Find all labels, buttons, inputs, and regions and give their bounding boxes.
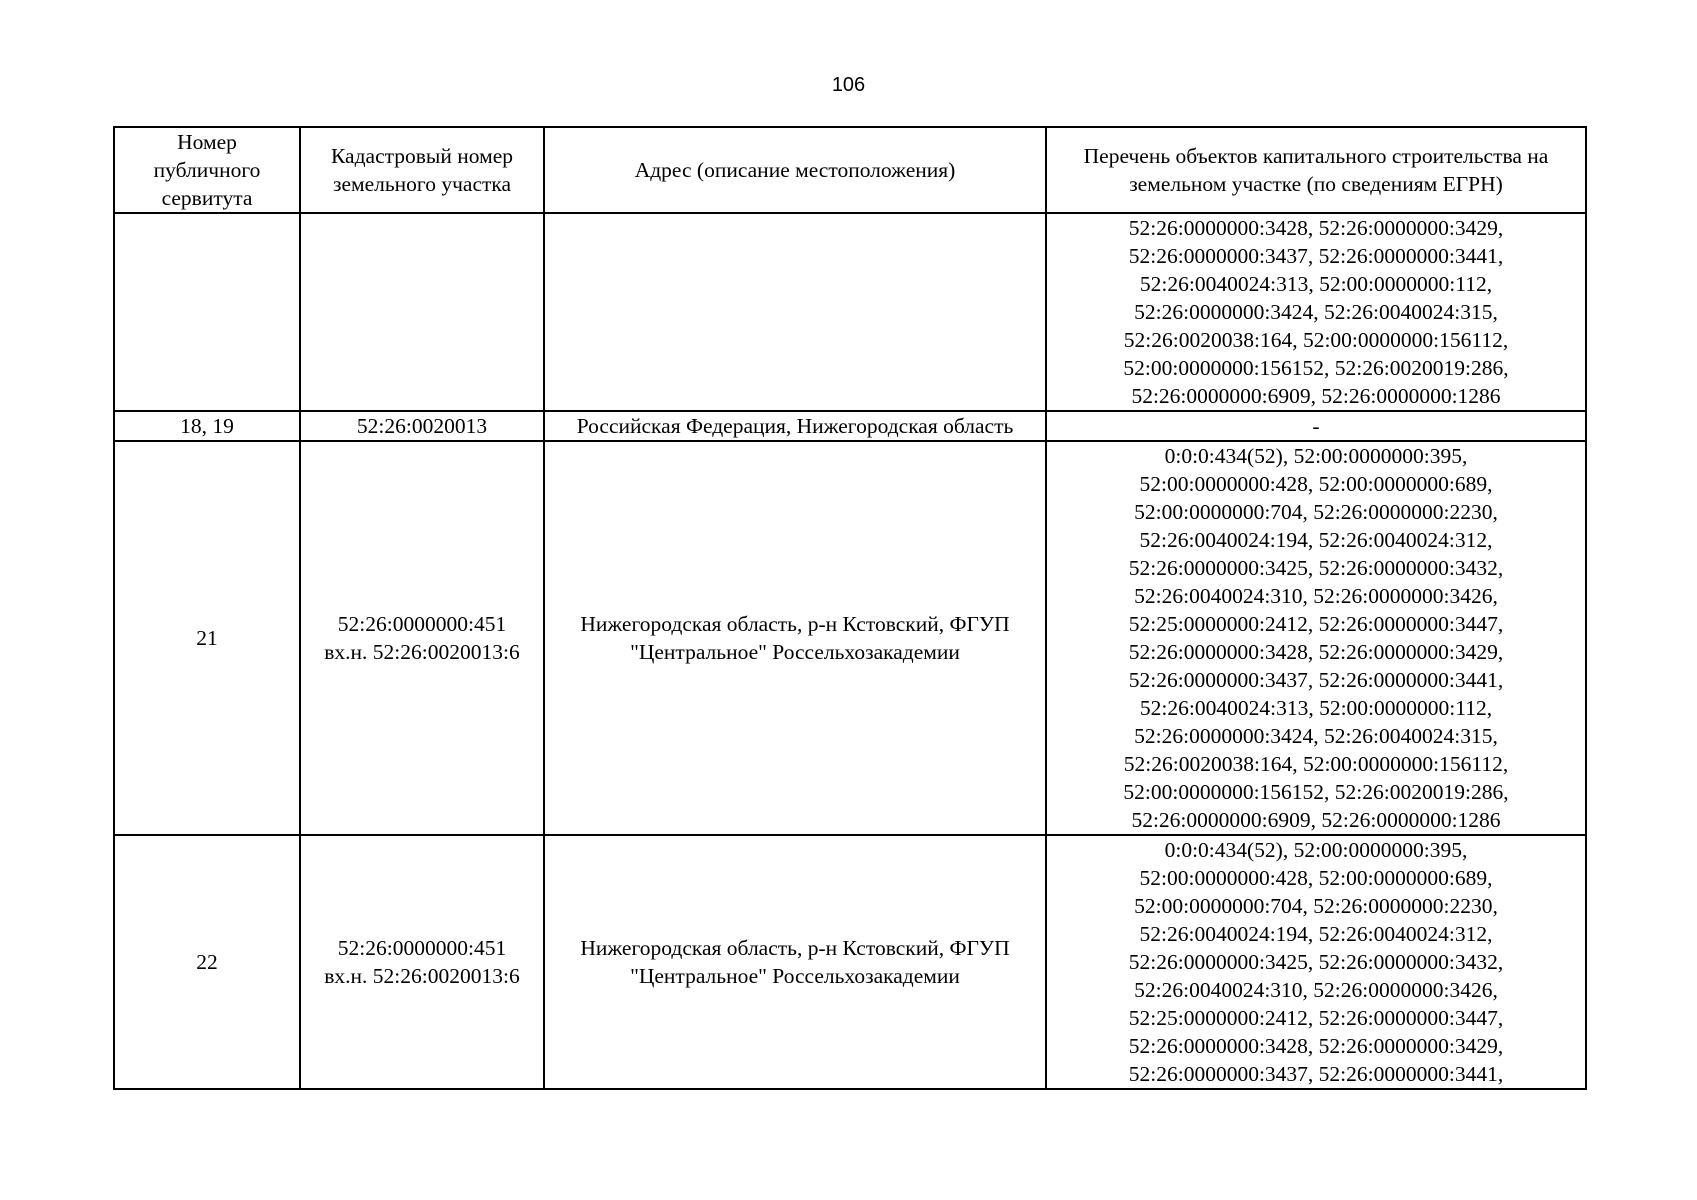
- cell-servitude-number: 21: [114, 441, 300, 835]
- cell-cadastral-number: 52:26:0020013: [300, 411, 544, 441]
- header-capital-objects: Перечень объектов капитального строительства на земельном участке (по сведениям ЕГРН): [1046, 127, 1586, 213]
- table-row: [114, 441, 1586, 835]
- cell-address: Нижегородская область, р-н Кстовский, ФГУП "Центральное" Россельхозакадемии: [544, 441, 1046, 835]
- table-row: [114, 213, 1586, 411]
- table-row: [114, 835, 1586, 1089]
- cell-cadastral-number: 52:26:0000000:451 вх.н. 52:26:0020013:6: [300, 441, 544, 835]
- cell-capital-objects: 0:0:0:434(52), 52:00:0000000:395, 52:00:0000000:428, 52:00:0000000:689, 52:00:0000000:704, 52:26:0000000:2230, 52:26:0040024:194, 52:26:0040024:312, 52:26:0000000:3425, 52:26:0000000:3432, 52:26:0040024:310, 52:26:0000000:3426, 52:25:0000000:2412, 52:26:0000000:3447, 52:26:0000000:3428, 52:26:0000000:3429, 52:26:0000000:3437, 52:26:0000000:3441,: [1046, 835, 1586, 1089]
- cell-servitude-number: [114, 213, 300, 411]
- cell-cadastral-number: [300, 213, 544, 411]
- table-row: [114, 411, 1586, 441]
- table-header-row: [114, 127, 1586, 213]
- page-number: 106: [831, 74, 866, 96]
- cell-capital-objects: -: [1046, 411, 1586, 441]
- cell-address: Российская Федерация, Нижегородская область: [544, 411, 1046, 441]
- cell-cadastral-number: 52:26:0000000:451 вх.н. 52:26:0020013:6: [300, 835, 544, 1089]
- cell-capital-objects: 0:0:0:434(52), 52:00:0000000:395, 52:00:0000000:428, 52:00:0000000:689, 52:00:0000000:704, 52:26:0000000:2230, 52:26:0040024:194, 52:26:0040024:312, 52:26:0000000:3425, 52:26:0000000:3432, 52:26:0040024:310, 52:26:0000000:3426, 52:25:0000000:2412, 52:26:0000000:3447, 52:26:0000000:3428, 52:26:0000000:3429, 52:26:0000000:3437, 52:26:0000000:3441, 52:26:0040024:313, 52:00:0000000:112, 52:26:0000000:3424, 52:26:0040024:315, 52:26:0020038:164, 52:00:0000000:156112, 52:00:0000000:156152, 52:26:0020019:286, 52:26:0000000:6909, 52:26:0000000:1286: [1046, 441, 1586, 835]
- cell-servitude-number: 22: [114, 835, 300, 1089]
- servitude-table: [113, 126, 1587, 1090]
- header-servitude-number: Номер публичного сервитута: [114, 127, 300, 213]
- header-cadastral-number: Кадастровый номер земельного участка: [300, 127, 544, 213]
- header-address: Адрес (описание местоположения): [544, 127, 1046, 213]
- cell-capital-objects: 52:26:0000000:3428, 52:26:0000000:3429, 52:26:0000000:3437, 52:26:0000000:3441, 52:26:0040024:313, 52:00:0000000:112, 52:26:0000000:3424, 52:26:0040024:315, 52:26:0020038:164, 52:00:0000000:156112, 52:00:0000000:156152, 52:26:0020019:286, 52:26:0000000:6909, 52:26:0000000:1286: [1046, 213, 1586, 411]
- cell-address: Нижегородская область, р-н Кстовский, ФГУП "Центральное" Россельхозакадемии: [544, 835, 1046, 1089]
- cell-servitude-number: 18, 19: [114, 411, 300, 441]
- cell-address: [544, 213, 1046, 411]
